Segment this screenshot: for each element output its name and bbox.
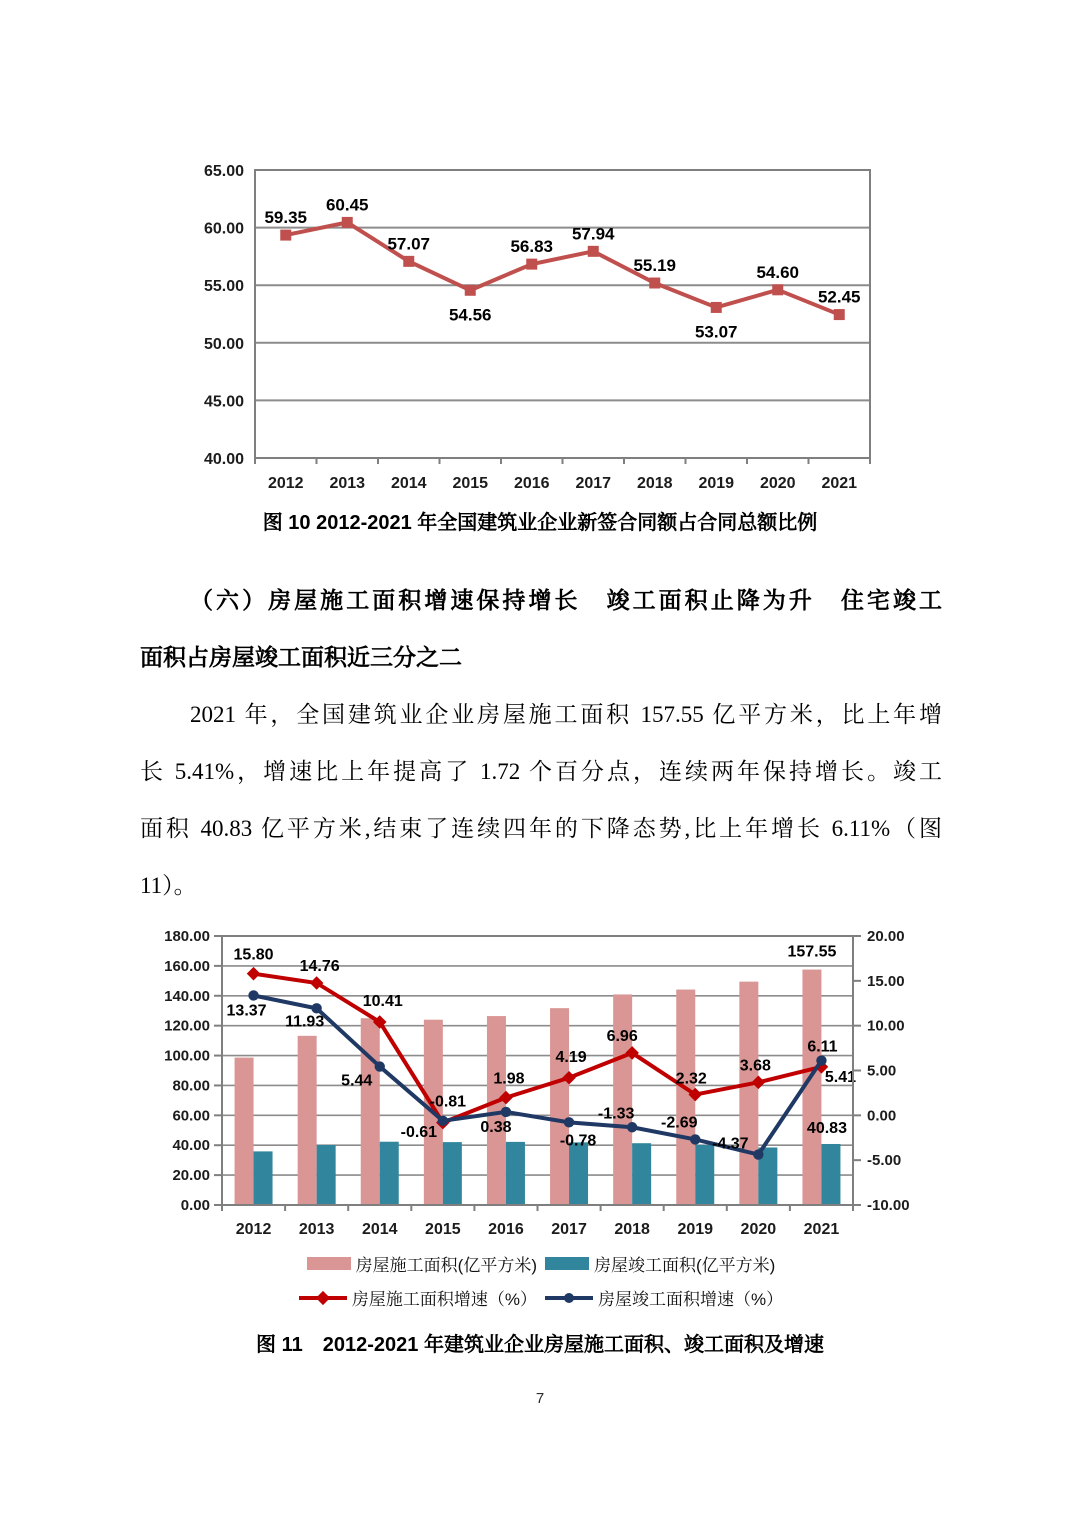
figure11-legend: [140, 1251, 942, 1310]
legend-line-sample: [545, 1296, 593, 1300]
circle-marker: [690, 1134, 700, 1144]
data-label: 57.07: [387, 234, 431, 254]
data-label: 59.35: [264, 208, 308, 228]
left-axis-tick-label: 100.00: [164, 1047, 210, 1065]
bar-completed: [821, 1144, 840, 1205]
circle-marker: [438, 1116, 448, 1126]
data-label: 55.19: [633, 256, 677, 276]
fig11-plot: [164, 928, 909, 1238]
circle-marker: [248, 990, 258, 1000]
data-label: 53.07: [694, 322, 738, 342]
legend-label: 房屋施工面积(亿平方米): [355, 1256, 537, 1275]
x-axis-tick-label: 2021: [803, 1221, 840, 1238]
left-axis-tick-label: 140.00: [164, 987, 210, 1005]
paragraph-line2: 长 5.41%，增速比上年提高了 1.72 个百分点，连续两年保持增长。竣工: [140, 759, 942, 784]
x-axis-tick-label: 2021: [821, 475, 858, 492]
figure11: [120, 918, 940, 1253]
page-number: 7: [535, 1390, 545, 1407]
circle-marker: [311, 1003, 321, 1013]
growth-line-completed: [254, 992, 822, 1154]
bar-construction: [550, 1008, 569, 1205]
bar-data-label: 40.83: [806, 1119, 847, 1137]
circle-marker: [816, 1055, 826, 1065]
fig10-marker: [526, 259, 537, 270]
section-heading: [140, 572, 942, 686]
legend-item: [545, 1251, 775, 1276]
x-axis-tick-label: 2012: [267, 475, 304, 492]
circle-marker-icon: [564, 1293, 574, 1303]
fig10-marker: [280, 230, 291, 241]
fig10-marker: [711, 302, 722, 313]
x-axis-tick-label: 2017: [551, 1221, 587, 1238]
circle-marker: [564, 1117, 574, 1127]
right-axis-tick-label: -10.00: [867, 1197, 910, 1214]
x-axis-tick-label: 2013: [298, 1221, 335, 1238]
circle-marker: [753, 1149, 763, 1159]
left-axis-tick-label: 40.00: [172, 1137, 210, 1155]
right-axis-tick-label: 20.00: [867, 928, 905, 945]
legend-item: [299, 1285, 537, 1310]
line-data-label: 11.93: [285, 1013, 325, 1031]
line-data-label: 2.32: [675, 1070, 707, 1088]
right-axis-tick-label: 5.00: [867, 1062, 897, 1080]
line-data-label: 13.37: [226, 1002, 267, 1020]
x-axis-tick-label: 2012: [235, 1221, 272, 1238]
legend-item: [545, 1285, 783, 1310]
bar-completed: [695, 1145, 714, 1205]
fig10-marker: [403, 256, 414, 267]
y-axis-tick-label: 60.00: [203, 220, 244, 238]
line-data-label: 6.11: [807, 1038, 838, 1056]
left-axis-tick-label: 20.00: [172, 1167, 210, 1185]
line-data-label: 5.41: [824, 1068, 857, 1086]
x-axis-tick-label: 2015: [425, 1221, 461, 1238]
data-label: 56.83: [510, 237, 554, 257]
diamond-marker: [247, 967, 261, 981]
left-axis-tick-label: 0.00: [180, 1197, 210, 1214]
bar-construction: [613, 994, 632, 1205]
line-data-label: -4.37: [712, 1135, 749, 1153]
fig10-marker: [649, 278, 660, 289]
legend-swatch: [545, 1257, 589, 1270]
line-data-label: 3.68: [739, 1057, 771, 1075]
circle-marker: [627, 1122, 637, 1132]
data-label: 52.45: [817, 287, 861, 307]
data-label: 60.45: [325, 195, 369, 215]
bar-construction: [235, 1058, 254, 1205]
x-axis-tick-label: 2020: [759, 475, 796, 492]
line-data-label: 15.80: [233, 946, 274, 964]
legend-line-sample: [299, 1296, 347, 1300]
left-axis-tick-label: 160.00: [164, 957, 210, 975]
x-axis-tick-label: 2019: [698, 475, 735, 492]
legend-swatch: [307, 1257, 351, 1270]
section-heading-line2: 面积占房屋竣工面积近三分之二: [140, 644, 462, 670]
line-data-label: 4.19: [555, 1048, 587, 1066]
legend-label: 房屋竣工面积增速（%）: [598, 1290, 784, 1309]
x-axis-tick-label: 2017: [575, 475, 612, 492]
legend-item: [307, 1251, 537, 1276]
x-axis-tick-label: 2018: [636, 475, 673, 492]
y-axis-tick-label: 65.00: [203, 163, 244, 180]
y-axis-tick-label: 55.00: [203, 278, 244, 296]
x-axis-tick-label: 2013: [329, 475, 366, 492]
fig10-plot: [204, 163, 870, 492]
x-axis-tick-label: 2014: [361, 1221, 398, 1238]
left-axis-tick-label: 120.00: [164, 1017, 210, 1035]
fig10-marker: [834, 309, 845, 320]
line-data-label: 5.44: [341, 1072, 373, 1090]
line-data-label: -0.61: [400, 1123, 438, 1141]
y-axis-tick-label: 50.00: [203, 335, 244, 353]
legend-label: 房屋竣工面积(亿平方米): [594, 1256, 776, 1275]
right-axis-tick-label: 10.00: [867, 1017, 905, 1035]
fig10-marker: [465, 285, 476, 296]
line-data-label: -0.81: [429, 1093, 467, 1111]
diamond-marker-icon: [316, 1290, 330, 1304]
legend-label: 房屋施工面积增速（%）: [351, 1290, 537, 1309]
left-axis-tick-label: 80.00: [172, 1077, 210, 1095]
left-axis-tick-label: 60.00: [172, 1107, 210, 1125]
figure11-chart: [120, 918, 940, 1248]
bar-construction: [739, 982, 758, 1205]
bar-data-label: 157.55: [787, 943, 837, 961]
y-axis-tick-label: 40.00: [203, 451, 244, 468]
fig10-marker: [342, 217, 353, 228]
paragraph-line3: 面积 40.83 亿平方米,结束了连续四年的下降态势,比上年增长 6.11%（图: [140, 816, 942, 841]
circle-marker: [501, 1107, 511, 1117]
right-axis-tick-label: 15.00: [867, 972, 905, 990]
bar-completed: [632, 1143, 651, 1205]
line-data-label: -2.69: [661, 1114, 698, 1132]
line-data-label: -0.78: [559, 1132, 597, 1150]
data-label: 54.60: [756, 262, 800, 282]
line-data-label: 10.41: [362, 992, 403, 1010]
data-label: 57.94: [571, 224, 615, 244]
legend-row: [299, 1285, 783, 1310]
bar-completed: [254, 1151, 273, 1205]
line-data-label: 0.38: [480, 1118, 512, 1136]
line-data-label: 6.96: [606, 1027, 638, 1045]
x-axis-tick-label: 2019: [677, 1221, 714, 1238]
figure10-chart: [150, 148, 910, 500]
figure10-caption: 图 10 2012-2021 年全国建筑业企业新签合同额占合同总额比例: [262, 512, 818, 534]
legend-row: [307, 1251, 776, 1276]
fig10-marker: [588, 246, 599, 257]
y-axis-tick-label: 45.00: [203, 393, 244, 411]
data-label: 54.56: [448, 305, 492, 325]
bar-completed: [443, 1142, 462, 1205]
right-axis-tick-label: 0.00: [867, 1107, 897, 1125]
bar-completed: [317, 1145, 336, 1205]
fig10-marker: [772, 284, 783, 295]
line-data-label: 1.98: [493, 1070, 525, 1088]
right-axis-tick-label: -5.00: [867, 1152, 902, 1170]
circle-marker: [375, 1061, 385, 1071]
x-axis-tick-label: 2020: [740, 1221, 777, 1238]
bar-construction: [361, 1018, 380, 1205]
bar-construction: [298, 1036, 317, 1205]
x-axis-tick-label: 2016: [513, 475, 550, 492]
bar-completed: [569, 1142, 588, 1205]
line-data-label: -1.33: [597, 1105, 635, 1123]
x-axis-tick-label: 2018: [614, 1221, 650, 1238]
figure10: [150, 148, 910, 505]
figure11-caption: 图 11 2012-2021 年建筑业企业房屋施工面积、竣工面积及增速: [256, 1334, 824, 1356]
bar-completed: [380, 1142, 399, 1205]
x-axis-tick-label: 2015: [452, 475, 489, 492]
bar-completed: [506, 1142, 525, 1205]
x-axis-tick-label: 2014: [390, 475, 427, 492]
body-paragraph: [140, 686, 942, 914]
section-heading-line1: （六）房屋施工面积增速保持增长 竣工面积止降为升 住宅竣工: [190, 587, 942, 613]
line-data-label: 14.76: [299, 957, 340, 975]
paragraph-line4: 11）。: [140, 873, 197, 898]
paragraph-line1: 2021 年，全国建筑业企业房屋施工面积 157.55 亿平方米，比上年增: [190, 702, 942, 727]
left-axis-tick-label: 180.00: [164, 928, 210, 945]
x-axis-tick-label: 2016: [488, 1221, 524, 1238]
